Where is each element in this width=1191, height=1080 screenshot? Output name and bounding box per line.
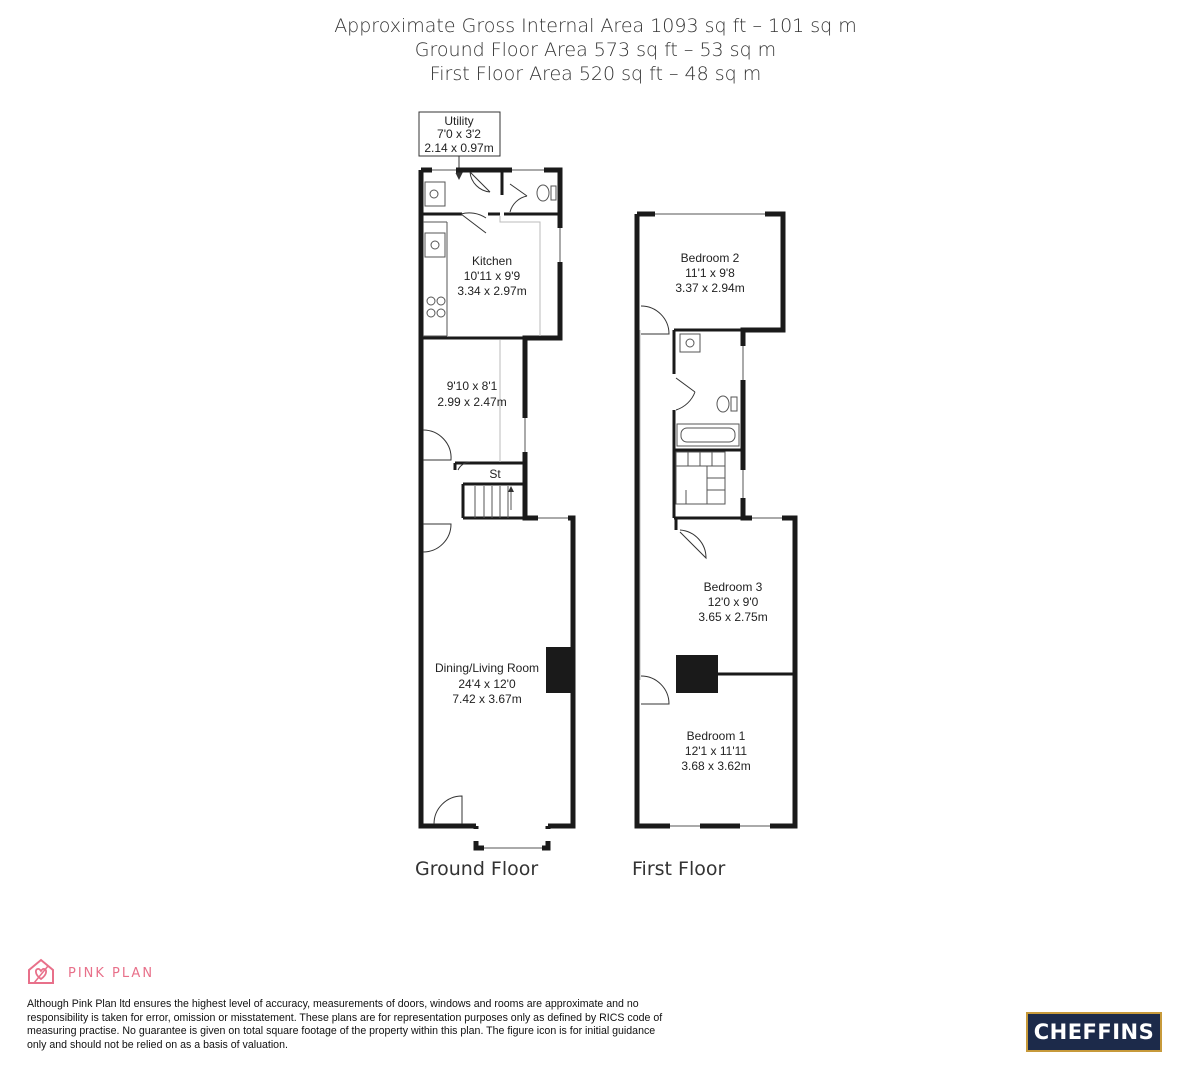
- svg-text:7'0 x 3'2: [437, 127, 481, 141]
- svg-text:12'0 x 9'0: [708, 595, 759, 609]
- hall-room-imperial: 9'10 x 8'1: [446, 379, 498, 393]
- svg-text:2.14 x 0.97m: [424, 141, 493, 155]
- brand-block: [26, 956, 154, 991]
- ground-floor-plan: [419, 112, 573, 851]
- bedroom2-name: Bedroom 2: [680, 251, 740, 265]
- agent-logo: [1026, 1012, 1162, 1052]
- area-summary-total: Approximate Gross Internal Area 1093 sq ft – 101 sq m: [334, 15, 857, 37]
- svg-text:2.99 x 2.47m: [437, 395, 506, 409]
- agent-logo-text: CHEFFINS: [1033, 1020, 1155, 1044]
- svg-text:3.65 x 2.75m: [698, 610, 767, 624]
- svg-text:3.37 x 2.94m: [675, 281, 744, 295]
- disclaimer-text: Although Pink Plan ltd ensures the highest level of accuracy, measurements of doors, windows and rooms are approximate and no responsibility is taken for error, omission or misstatement. These plans are for representation purposes only as defined by RICS code of measuring practise. No guarantee is given on total square footage of the property within this plan. The figure icon is for initial guidance only and should not be relied on as a basis of valuation.: [27, 998, 663, 1051]
- svg-text:9'10 x 8'1: [447, 379, 498, 393]
- svg-text:10'11 x 9'9: [464, 269, 521, 283]
- bedroom1-metric: 3.68 x 3.62m: [681, 759, 751, 773]
- kitchen-name: Kitchen: [471, 254, 513, 268]
- hall-room-metric: 2.99 x 2.47m: [437, 395, 507, 409]
- first-floor-plan: [637, 211, 795, 829]
- svg-text:Dining/Living Room: [435, 661, 539, 675]
- area-summary-first: First Floor Area 520 sq ft – 48 sq m: [429, 63, 762, 85]
- svg-text:Kitchen: [472, 254, 512, 268]
- house-heart-icon: [26, 956, 56, 991]
- bedroom1-imperial: 12'1 x 11'11: [684, 744, 748, 758]
- bedroom3-metric: 3.65 x 2.75m: [698, 610, 768, 624]
- area-summary-ground: Ground Floor Area 573 sq ft – 53 sq m: [414, 39, 777, 61]
- ground-floor-label: Ground Floor: [415, 858, 539, 880]
- kitchen-metric: 3.34 x 2.97m: [457, 284, 527, 298]
- svg-text:3.34 x 2.97m: [457, 284, 526, 298]
- utility-imperial: 7'0 x 3'2: [437, 127, 481, 141]
- ground-stairs: [475, 486, 511, 518]
- store-name: St: [489, 467, 501, 481]
- svg-text:11'1 x 9'8: [685, 266, 735, 280]
- svg-text:Bedroom 2: [681, 251, 740, 265]
- bedroom2-metric: 3.37 x 2.94m: [675, 281, 745, 295]
- dining-metric: 7.42 x 3.67m: [452, 692, 522, 706]
- bedroom2-imperial: 11'1 x 9'8: [685, 266, 735, 280]
- ground-chimney-breast: [546, 647, 571, 693]
- svg-text:Bedroom 3: [704, 580, 763, 594]
- first-chimney-breast: [676, 655, 718, 693]
- svg-text:7.42 x 3.67m: [452, 692, 521, 706]
- first-floor-label: First Floor: [632, 858, 726, 880]
- svg-text:Bedroom 1: [687, 729, 746, 743]
- svg-text:3.68 x 3.62m: [681, 759, 750, 773]
- dining-imperial: 24'4 x 12'0: [458, 677, 516, 691]
- utility-metric: 2.14 x 0.97m: [424, 141, 494, 155]
- svg-text:12'1 x 11'11: [685, 744, 748, 758]
- svg-text:24'4 x 12'0: [458, 677, 516, 691]
- brand-name: PINK PLAN: [68, 966, 155, 981]
- svg-text:St: [489, 467, 501, 481]
- bedroom1-name: Bedroom 1: [686, 729, 746, 743]
- first-stairs: [676, 452, 725, 504]
- bedroom3-imperial: 12'0 x 9'0: [707, 595, 759, 609]
- utility-name: Utility: [444, 114, 474, 128]
- first-bathroom-fittings: [677, 334, 739, 446]
- bedroom3-name: Bedroom 3: [703, 580, 763, 594]
- kitchen-imperial: 10'11 x 9'9: [463, 269, 521, 283]
- dining-name: Dining/Living Room: [434, 661, 540, 675]
